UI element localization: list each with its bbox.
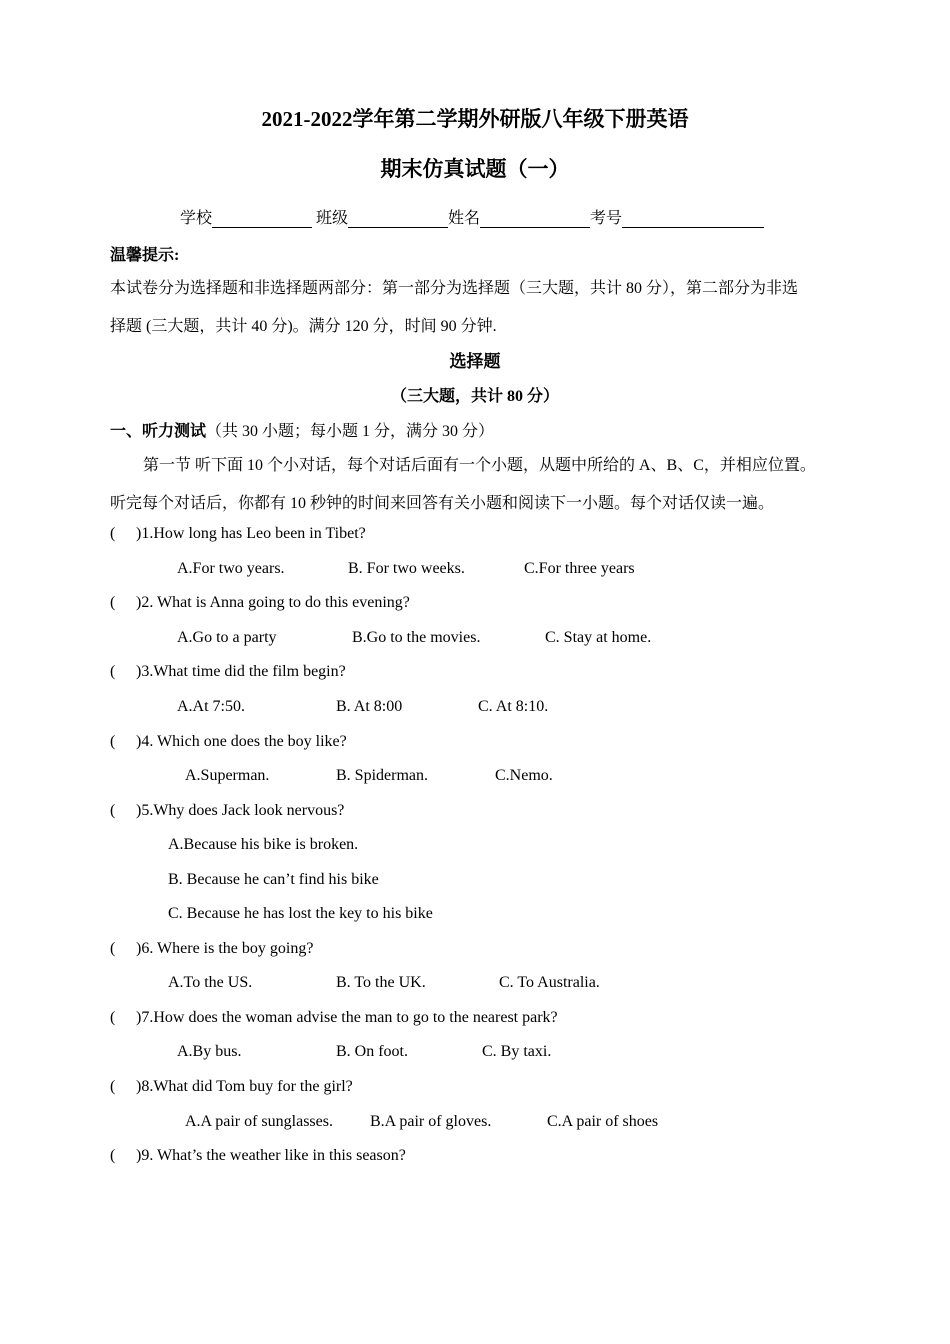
q4-option-c: C.Nemo. (495, 767, 553, 784)
page-title: 2021-2022学年第二学期外研版八年级下册英语 (261, 107, 689, 131)
part1-heading (110, 418, 494, 441)
q1-option-a: A.For two years. (177, 560, 285, 577)
q4-option-b: B. Spiderman. (336, 767, 428, 784)
question-6: )6. Where is the boy going? (136, 940, 314, 957)
answer-paren[interactable]: ( (110, 940, 116, 957)
question-5: )5.Why does Jack look nervous? (136, 802, 345, 819)
q6-option-a: A.To the US. (168, 974, 253, 991)
question-9: )9. What’s the weather like in this season? (136, 1147, 406, 1164)
q2-option-b: B.Go to the movies. (352, 629, 481, 646)
q4-option-a: A.Superman. (185, 767, 270, 784)
q5-option-c: C. Because he has lost the key to his bike (168, 905, 433, 922)
part1-instructions-line1: 第一节 听下面 10 个小对话，每个对话后面有一个小题，从题中所给的 A、B、C，并相应位置。 (143, 457, 816, 474)
field-label-name: 姓名 (448, 210, 481, 227)
question-8: )8.What did Tom buy for the girl? (136, 1078, 353, 1095)
answer-paren[interactable]: ( (110, 1009, 116, 1026)
field-label-exam-number: 考号 (590, 210, 623, 227)
answer-paren[interactable]: ( (110, 525, 116, 542)
class-blank[interactable] (348, 209, 448, 228)
question-7: )7.How does the woman advise the man to go to the nearest park? (136, 1009, 558, 1026)
answer-paren[interactable]: ( (110, 1147, 116, 1164)
q6-option-b: B. To the UK. (336, 974, 426, 991)
q3-option-a: A.At 7:50. (177, 698, 245, 715)
question-1: )1.How long has Leo been in Tibet? (136, 525, 366, 542)
field-label-class: 班级 (316, 210, 349, 227)
q2-option-a: A.Go to a party (177, 629, 277, 646)
section-title: 选择题 (449, 352, 501, 371)
name-blank[interactable] (480, 209, 590, 228)
part1-label: 一、听力测试 (110, 423, 207, 440)
question-4: )4. Which one does the boy like? (136, 733, 347, 750)
q5-option-b: B. Because he can’t find his bike (168, 871, 379, 888)
notice-text-line1: 本试卷分为选择题和非选择题两部分：第一部分为选择题（三大题，共计 80 分），第二部分为非选 (110, 280, 799, 297)
answer-paren[interactable]: ( (110, 594, 116, 611)
school-blank[interactable] (212, 209, 312, 228)
exam-number-blank[interactable] (622, 209, 764, 228)
field-label-school: 学校 (180, 210, 213, 227)
q1-option-b: B. For two weeks. (348, 560, 465, 577)
q3-option-b: B. At 8:00 (336, 698, 403, 715)
answer-paren[interactable]: ( (110, 1078, 116, 1095)
q1-option-c: C.For three years (524, 560, 635, 577)
q6-option-c: C. To Australia. (499, 974, 600, 991)
question-2: )2. What is Anna going to do this evening? (136, 594, 410, 611)
q5-option-a: A.Because his bike is broken. (168, 836, 359, 853)
q3-option-c: C. At 8:10. (478, 698, 549, 715)
q8-option-a: A.A pair of sunglasses. (185, 1113, 333, 1130)
answer-paren[interactable]: ( (110, 663, 116, 680)
answer-paren[interactable]: ( (110, 733, 116, 750)
q8-option-c: C.A pair of shoes (547, 1113, 659, 1130)
part1-detail: （共 30 小题；每小题 1 分，满分 30 分） (206, 423, 495, 440)
student-info-row (180, 205, 764, 228)
notice-heading: 温馨提示: (110, 247, 180, 264)
page-subtitle: 期末仿真试题（一） (380, 157, 570, 181)
answer-paren[interactable]: ( (110, 802, 116, 819)
notice-text-line2: 择题 (三大题，共计 40 分)。满分 120 分，时间 90 分钟. (110, 318, 497, 335)
q7-option-b: B. On foot. (336, 1043, 408, 1060)
q8-option-b: B.A pair of gloves. (370, 1113, 492, 1130)
section-subtitle: （三大题，共计 80 分） (390, 388, 559, 405)
q7-option-c: C. By taxi. (482, 1043, 552, 1060)
part1-instructions-line2: 听完每个对话后，你都有 10 秒钟的时间来回答有关小题和阅读下一小题。每个对话仅读一遍。 (110, 495, 775, 512)
q7-option-a: A.By bus. (177, 1043, 242, 1060)
question-3: )3.What time did the film begin? (136, 663, 346, 680)
q2-option-c: C. Stay at home. (545, 629, 652, 646)
